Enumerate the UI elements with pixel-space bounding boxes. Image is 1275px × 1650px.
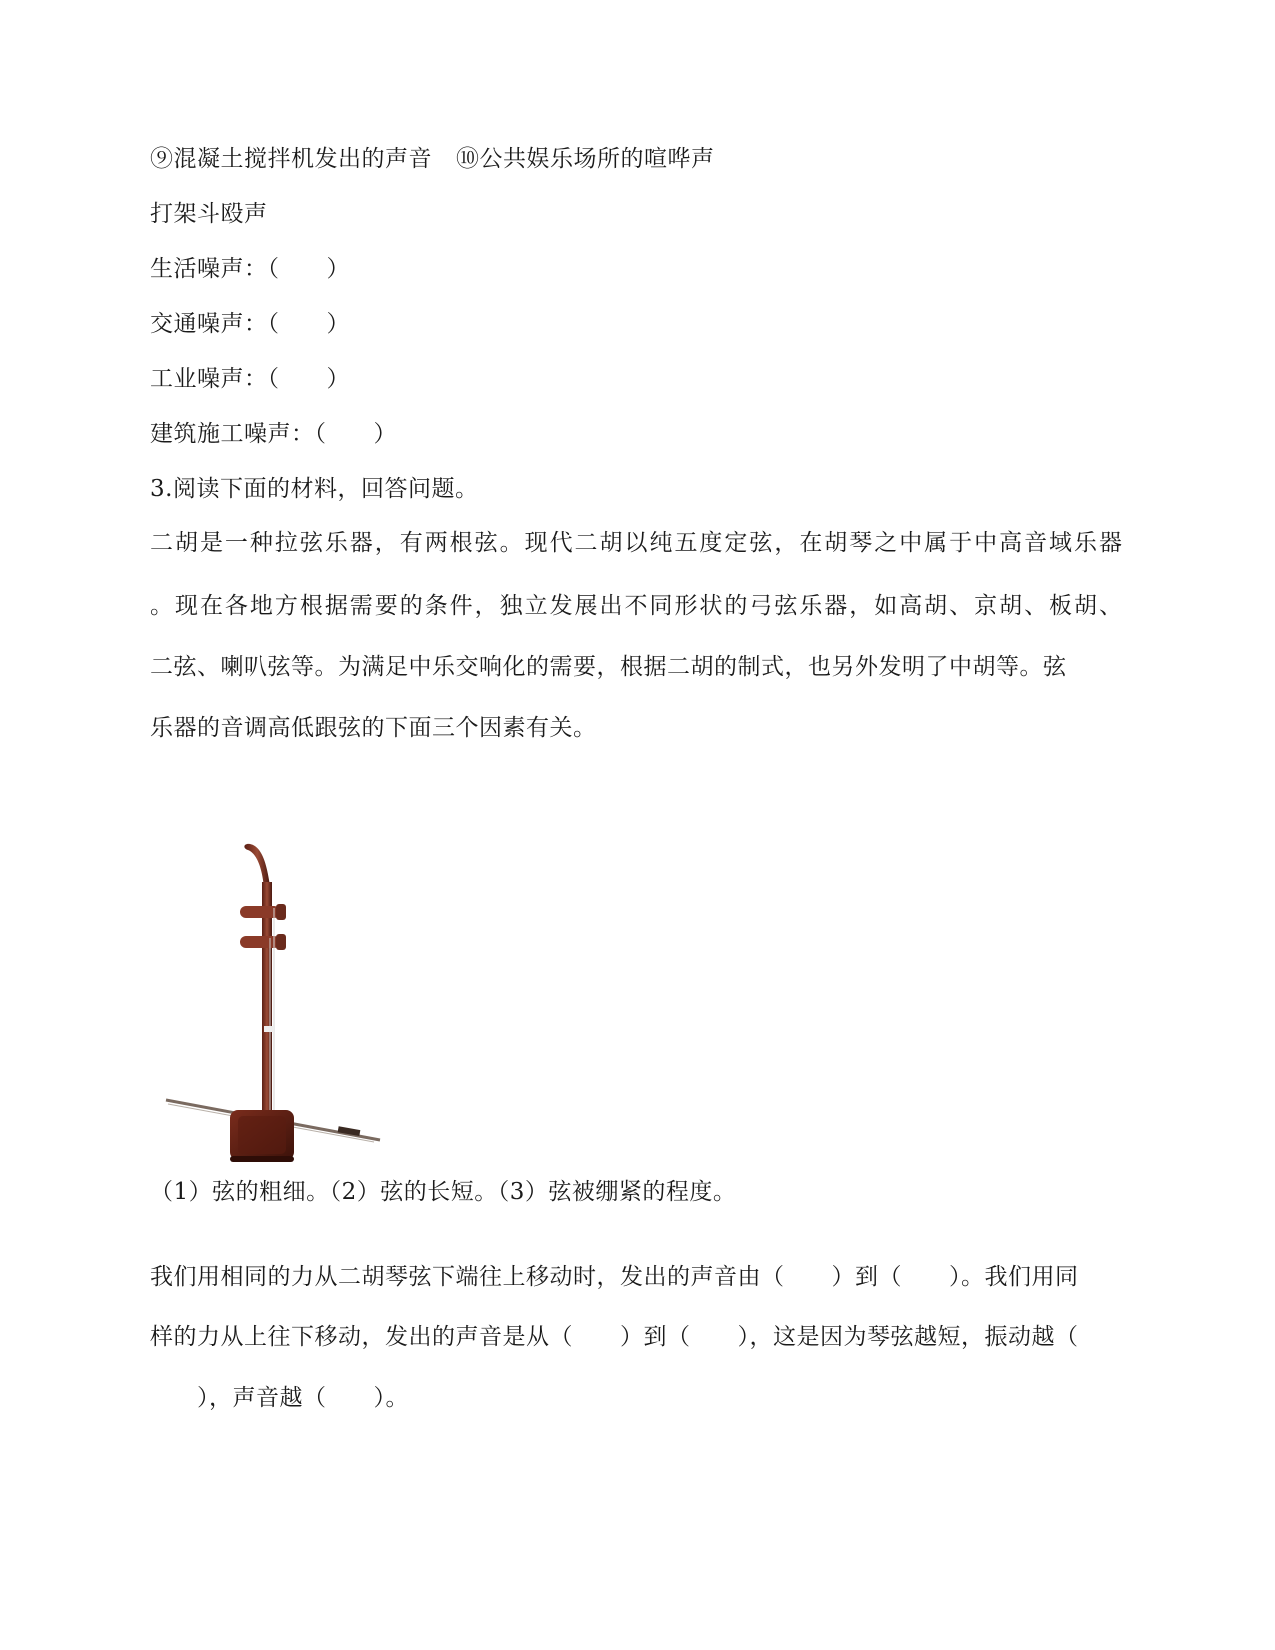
erhu-image — [158, 838, 408, 1178]
noise-item-fight: 打架斗殴声 — [150, 201, 268, 227]
paragraph-line-3: 二弦、喇叭弦等。为满足中乐交响化的需要，根据二胡的制式，也另外发明了中胡等。弦 — [150, 654, 1067, 680]
fill-blank-line-3: ），声音越（ ）。 — [150, 1385, 409, 1411]
fill-blank-line-1: 我们用相同的力从二胡琴弦下端往上移动时，发出的声音由（ ）到（ ）。我们用同 — [150, 1264, 1079, 1290]
paragraph-line-4: 乐器的音调高低跟弦的下面三个因素有关。 — [150, 715, 597, 741]
category-industry: 工业噪声：（ ） — [150, 366, 350, 392]
paragraph-line-2: 。现在各地方根据需要的条件，独立发展出不同形状的弓弦乐器，如高胡、京胡、板胡、 — [150, 593, 1122, 619]
question-3-heading: 3.阅读下面的材料，回答问题。 — [150, 476, 479, 502]
noise-item-9: ⑨混凝土搅拌机发出的声音 — [150, 146, 432, 172]
category-life: 生活噪声：（ ） — [150, 256, 350, 282]
paragraph-line-1: 二胡是一种拉弦乐器，有两根弦。现代二胡以纯五度定弦，在胡琴之中属于中高音域乐器 — [150, 530, 1122, 556]
category-traffic: 交通噪声：（ ） — [150, 311, 350, 337]
noise-items-line — [150, 144, 715, 174]
category-construction: 建筑施工噪声：（ ） — [150, 421, 397, 447]
string-factors: （1）弦的粗细。（2）弦的长短。（3）弦被绷紧的程度。 — [150, 1179, 737, 1205]
fill-blank-line-2: 样的力从上往下移动，发出的声音是从（ ）到（ ），这是因为琴弦越短，振动越（ — [150, 1324, 1079, 1350]
noise-item-10: ⑩公共娱乐场所的喧哗声 — [456, 146, 715, 172]
